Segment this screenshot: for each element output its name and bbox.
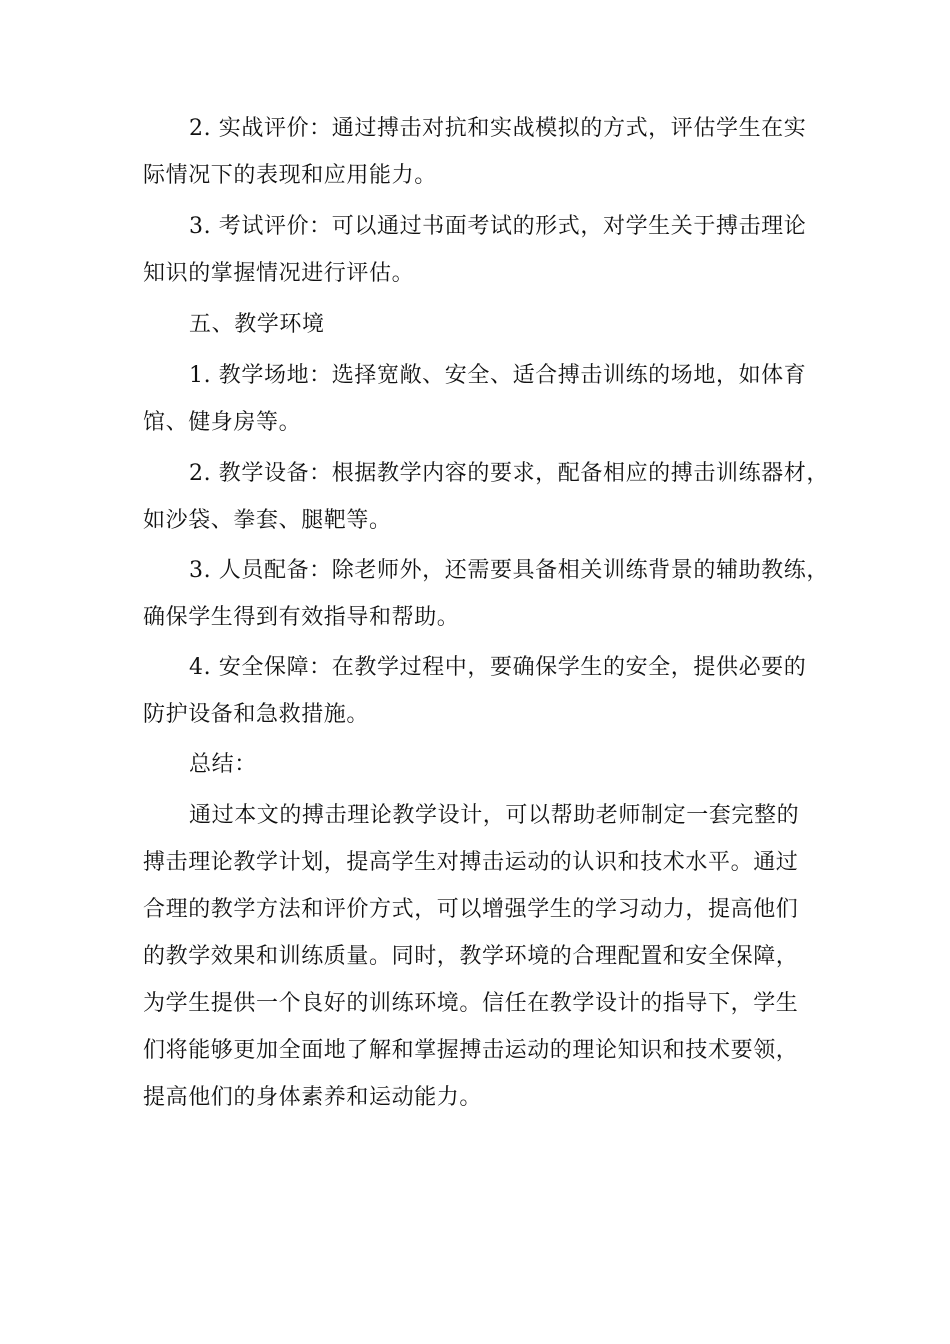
- paragraph-line: 的教学效果和训练质量。同时，教学环境的合理配置和安全保障，: [143, 944, 799, 969]
- summary-heading: [143, 741, 813, 788]
- paragraph-line: 们将能够更加全面地了解和掌握搏击运动的理论知识和技术要领，: [143, 1038, 799, 1063]
- paragraph-summary: [143, 795, 813, 1124]
- paragraph-teaching-equipment: [143, 450, 829, 544]
- paragraph-line: 2. 实战评价：通过搏击对抗和实战模拟的方式，评估学生在实: [189, 116, 807, 141]
- section-heading-teaching-environment: [143, 301, 813, 348]
- paragraph-line: 馆、健身房等。: [143, 410, 302, 435]
- paragraph-practical-evaluation: [143, 105, 813, 199]
- paragraph-line: 3. 考试评价：可以通过书面考试的形式，对学生关于搏击理论: [189, 214, 807, 239]
- paragraph-line: 际情况下的表现和应用能力。: [143, 163, 437, 188]
- paragraph-line: 1. 教学场地：选择宽敞、安全、适合搏击训练的场地，如体育: [189, 363, 807, 388]
- paragraph-line: 为学生提供一个良好的训练环境。信任在教学设计的指导下，学生: [143, 991, 799, 1016]
- paragraph-line: 知识的掌握情况进行评估。: [143, 261, 415, 286]
- paragraph-line: 4. 安全保障：在教学过程中，要确保学生的安全，提供必要的: [189, 655, 807, 680]
- heading-text: 总结：: [189, 752, 257, 777]
- paragraph-safety: [143, 644, 813, 738]
- paragraph-line: 2. 教学设备：根据教学内容的要求，配备相应的搏击训练器材，: [189, 461, 829, 486]
- paragraph-line: 合理的教学方法和评价方式，可以增强学生的学习动力，提高他们: [143, 897, 799, 922]
- paragraph-staffing: [143, 547, 829, 641]
- paragraph-line: 如沙袋、拳套、腿靶等。: [143, 508, 392, 533]
- paragraph-line: 提高他们的身体素养和运动能力。: [143, 1085, 483, 1110]
- paragraph-line: 3. 人员配备：除老师外，还需要具备相关训练背景的辅助教练，: [189, 558, 829, 583]
- paragraph-teaching-venue: [143, 352, 813, 446]
- heading-text: 五、教学环境: [189, 312, 325, 337]
- paragraph-exam-evaluation: [143, 203, 813, 297]
- paragraph-line: 防护设备和急救措施。: [143, 702, 370, 727]
- paragraph-line: 确保学生得到有效指导和帮助。: [143, 605, 460, 630]
- paragraph-line: 搏击理论教学计划，提高学生对搏击运动的认识和技术水平。通过: [143, 850, 799, 875]
- paragraph-line: 通过本文的搏击理论教学设计，可以帮助老师制定一套完整的: [189, 803, 800, 828]
